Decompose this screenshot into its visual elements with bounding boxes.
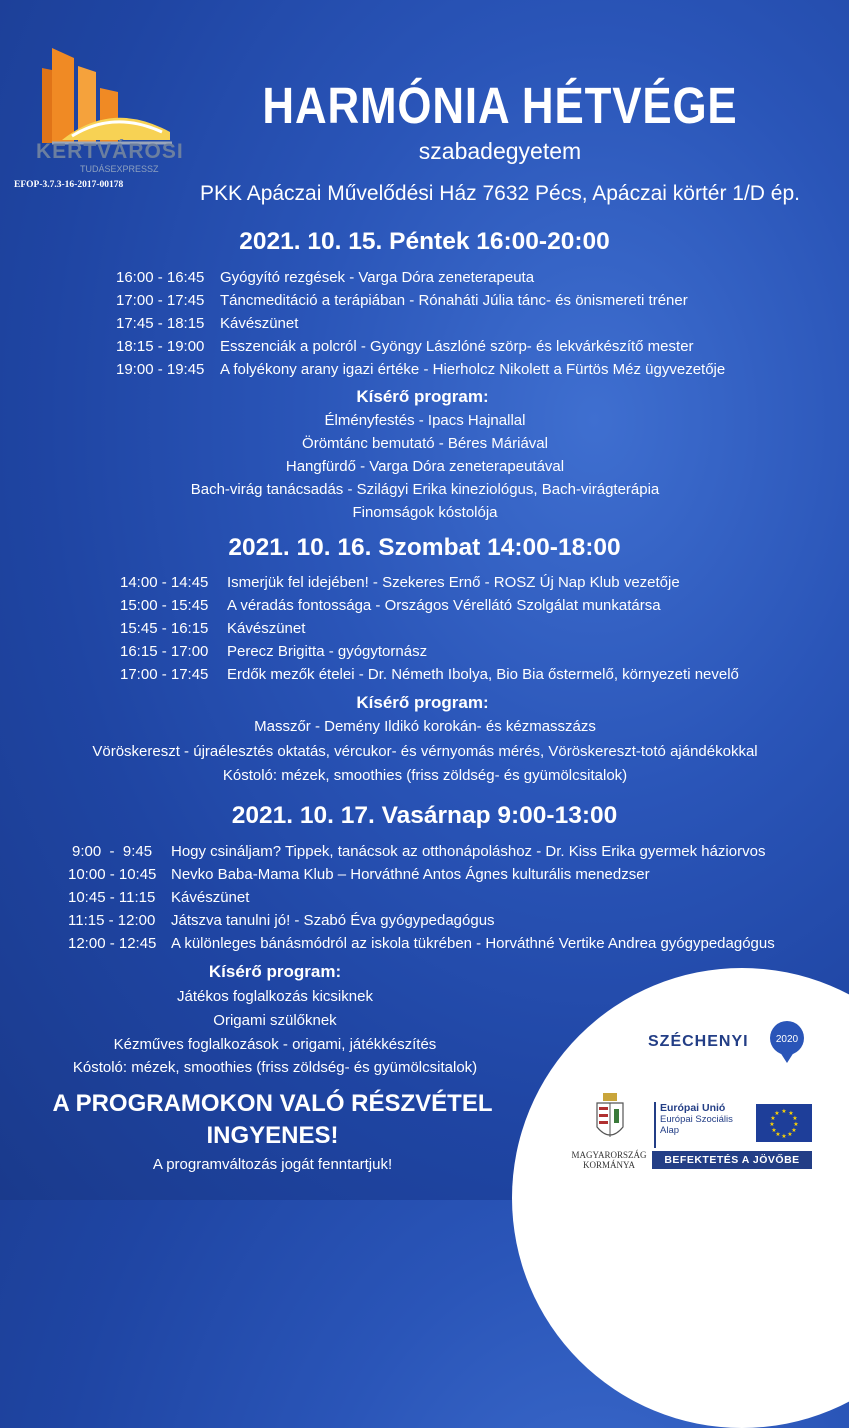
- side-program-item: Bach-virág tanácsadás - Szilágyi Erika kineziológus, Bach-virágterápia: [190, 481, 660, 498]
- session-title: Hogy csináljam? Tippek, tanácsok az otthonápoláshoz - Dr. Kiss Erika gyermek háziorvos: [171, 843, 766, 860]
- side-program-item: Örömtánc bemutató - Béres Máriával: [302, 435, 548, 452]
- szechenyi-year: 2020: [775, 1034, 799, 1045]
- session-title: Ismerjük fel idejében! - Szekeres Ernő - ROSZ Új Nap Klub vezetője: [227, 574, 680, 591]
- eu-line1: Európai Unió: [660, 1102, 726, 1114]
- session-row: [120, 666, 739, 683]
- session-row: [72, 843, 765, 860]
- session-row: [120, 597, 661, 614]
- logo-tagline: TUDÁSEXPRESSZ: [80, 164, 159, 174]
- session-row: [68, 912, 495, 929]
- side-program-item: Masszőr - Demény Ildikó korokán- és kézmasszázs: [254, 718, 596, 735]
- page-subtitle: szabadegyetem: [418, 138, 582, 164]
- session-time: 9:00 - 9:45: [72, 843, 153, 860]
- side-program-item: Kézműves foglalkozások - origami, játékkészítés: [113, 1036, 437, 1053]
- svg-text:★: ★: [774, 1110, 780, 1117]
- session-time: 10:00 - 10:45: [68, 866, 157, 883]
- session-title: A különleges bánásmódról az iskola tükrében - Horváthné Vertike Andrea gyógypedagógus: [171, 935, 775, 952]
- svg-text:★: ★: [791, 1127, 797, 1134]
- session-time: 11:15 - 12:00: [68, 912, 156, 929]
- session-time: 10:45 - 11:15: [68, 889, 156, 906]
- eu-line2: Európai Szociális: [660, 1114, 733, 1125]
- kertvarosi-logo: [22, 48, 192, 198]
- session-time: 19:00 - 19:45: [116, 361, 205, 378]
- svg-text:★: ★: [771, 1127, 777, 1134]
- svg-text:★: ★: [770, 1115, 776, 1122]
- session-title: A folyékony arany igazi értéke - Hierholcz Nikolett a Fürtös Méz ügyvezetője: [220, 361, 726, 378]
- slogan-badge: BEFEKTETÉS A JÖVŐBE: [652, 1151, 812, 1169]
- svg-text:★: ★: [792, 1115, 798, 1122]
- change-notice: A programváltozás jogát fenntartjuk!: [152, 1156, 393, 1173]
- side-program-label: Kísérő program:: [356, 387, 489, 406]
- side-program-item: Kóstoló: mézek, smoothies (friss zöldség- és gyümölcsitalok): [222, 767, 628, 784]
- day-heading: 2021. 10. 17. Vasárnap 9:00-13:00: [231, 802, 618, 829]
- svg-text:★: ★: [781, 1108, 787, 1115]
- side-program-item: Vöröskereszt - újraélesztés oktatás, vércukor- és vérnyomás mérés, Vöröskereszt-totó ajándékokkal: [92, 743, 758, 760]
- side-program-item: Hangfürdő - Varga Dóra zeneterapeutával: [285, 458, 565, 475]
- day-heading: 2021. 10. 15. Péntek 16:00-20:00: [239, 228, 610, 255]
- side-program-label: Kísérő program:: [356, 693, 489, 712]
- session-time: 17:00 - 17:45: [120, 666, 209, 683]
- government-line2: KORMÁNYA: [582, 1160, 635, 1170]
- session-title: Perecz Brigitta - gyógytornász: [227, 643, 428, 660]
- svg-text:★: ★: [769, 1121, 775, 1128]
- venue-address: PKK Apáczai Művelődési Ház 7632 Pécs, Apáczai körtér 1/D ép.: [200, 182, 800, 205]
- session-title: Kávészünet: [220, 315, 299, 332]
- session-time: 16:00 - 16:45: [116, 269, 205, 286]
- logo-name: KERTVÁROSI: [36, 140, 184, 163]
- session-title: Nevko Baba-Mama Klub – Horváthné Antos Ágnes kulturális menedzser: [171, 866, 650, 883]
- side-program-item: Finomságok kóstolója: [352, 504, 498, 521]
- session-row: [120, 643, 427, 660]
- session-row: [116, 269, 534, 286]
- session-row: [116, 361, 725, 378]
- session-time: 16:15 - 17:00: [120, 643, 209, 660]
- session-title: Kávészünet: [227, 620, 306, 637]
- session-title: A véradás fontossága - Országos Vérellátó Szolgálat munkatársa: [227, 597, 661, 614]
- session-row: [116, 292, 688, 309]
- government-label: [553, 1150, 665, 1170]
- svg-text:★: ★: [788, 1110, 794, 1117]
- session-title: Játszva tanulni jó! - Szabó Éva gyógypedagógus: [171, 912, 495, 929]
- svg-text:★: ★: [787, 1131, 793, 1138]
- session-time: 15:00 - 15:45: [120, 597, 209, 614]
- szechenyi-pin-icon: [764, 1019, 810, 1065]
- eu-label: [654, 1102, 757, 1148]
- session-time: 17:45 - 18:15: [116, 315, 205, 332]
- session-row: [116, 338, 694, 355]
- svg-text:★: ★: [775, 1131, 781, 1138]
- side-program-item: Játékos foglalkozás kicsiknek: [177, 988, 373, 1005]
- session-title: Táncmeditáció a terápiában - Rónaháti Júlia tánc- és önismereti tréner: [220, 292, 688, 309]
- day-heading: 2021. 10. 16. Szombat 14:00-18:00: [228, 534, 621, 561]
- svg-text:★: ★: [781, 1133, 787, 1140]
- session-row: [68, 866, 650, 883]
- side-program-label: Kísérő program:: [208, 962, 342, 981]
- session-time: 12:00 - 12:45: [68, 935, 157, 952]
- session-row: [116, 315, 298, 332]
- session-title: Erdők mezők ételei - Dr. Németh Ibolya, Bio Bia őstermelő, környezeti nevelő: [227, 666, 739, 683]
- page-title: HARMÓNIA HÉTVÉGE: [262, 77, 738, 134]
- session-row: [68, 889, 249, 906]
- session-time: 18:15 - 19:00: [116, 338, 205, 355]
- eu-line3: Alap: [660, 1125, 680, 1136]
- session-time: 17:00 - 17:45: [116, 292, 205, 309]
- session-time: 14:00 - 14:45: [120, 574, 209, 591]
- session-title: Esszenciák a polcról - Gyöngy Lászlóné szörp- és lekvárkészítő mester: [220, 338, 694, 355]
- project-code: EFOP-3.7.3-16-2017-00178: [14, 180, 124, 190]
- session-row: [68, 935, 775, 952]
- session-title: Kávészünet: [171, 889, 250, 906]
- side-program-item: Élményfestés - Ipacs Hajnallal: [324, 412, 526, 429]
- svg-text:★: ★: [793, 1121, 799, 1128]
- session-title: Gyógyító rezgések - Varga Dóra zeneterapeuta: [220, 269, 535, 286]
- side-program-item: Kóstoló: mézek, smoothies (friss zöldség- és gyümölcsitalok): [72, 1059, 478, 1076]
- side-program-item: Origami szülőknek: [213, 1012, 337, 1029]
- session-row: [120, 574, 680, 591]
- session-time: 15:45 - 16:15: [120, 620, 209, 637]
- szechenyi-label: SZÉCHENYI: [648, 1033, 749, 1050]
- free-entry-line2: INGYENES!: [206, 1122, 339, 1149]
- session-row: [120, 620, 305, 637]
- hungarian-crest-icon: [593, 1093, 627, 1149]
- eu-flag-icon: [756, 1104, 812, 1142]
- free-entry-line1: A PROGRAMOKON VALÓ RÉSZVÉTEL: [52, 1090, 493, 1117]
- government-line1: MAGYARORSZÁG: [571, 1150, 647, 1160]
